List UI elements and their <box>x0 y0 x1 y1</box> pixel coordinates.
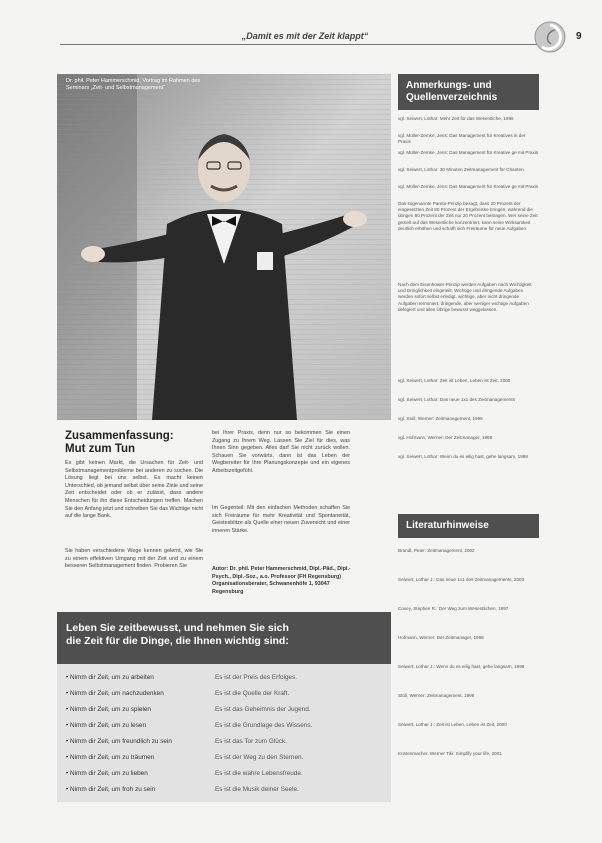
time-item-right: Es ist die Grundlage des Wissens. <box>215 722 313 729</box>
summary-heading-line1: Zusammenfassung: <box>65 430 174 442</box>
notes-heading-line1: Anmerkungs- und <box>406 80 492 91</box>
time-item-left: • Nimm dir Zeit, um zu lesen <box>66 722 147 729</box>
time-awareness-title-line1: Leben Sie zeitbewusst, und nehmen Sie sich <box>66 622 289 634</box>
note-item: vgl. Müller-Zemke, Jens: Das Management für Kreatives in der Praxis <box>398 133 526 145</box>
time-item-left: • Nimm dir Zeit, um zu träumen <box>66 754 155 761</box>
time-item-right: Es ist das Tor zum Glück. <box>215 738 287 745</box>
header-rule <box>60 44 540 45</box>
time-item-right: Es ist die Musik deiner Seele. <box>215 786 299 793</box>
notes-heading <box>398 74 539 110</box>
page-number: 9 <box>576 31 582 42</box>
time-item-right: Es ist der Preis des Erfolges. <box>215 674 298 681</box>
literature-heading-text: Literaturhinweise <box>406 520 489 531</box>
literature-item: Covey, Stephen R.: Der Weg zum Wesentlichen, 1997 <box>398 606 509 611</box>
time-item-left: • Nimm dir Zeit, um zu lieben <box>66 770 148 777</box>
summary-paragraph-1: Es gibt keinen Markt, die Ursachen für Zeit- und Selbstmanagementprobleme bei anderen zu suchen. Die Lösung liegt bei uns selbst. Es macht keinen Unterschied, ob jemand selbst über seine Ziele und seine Zeit entscheidet oder ob er zulässt, dass andere Menschen für ihn diese Entscheidungen treffen. Machen Sie den Anfang jetzt und schreiben Sie das Wichtige nicht auf die lange Bank. <box>65 460 203 520</box>
note-item: vgl. Seiwert, Lothar: Das neue 1x1 des Zeitmanagements <box>398 397 515 402</box>
photo-caption: Dr. phil. Peter Hammerschmid, Vortrag im Rahmen des Seminars „Zeit- und Selbstmanagement“ <box>66 78 201 91</box>
note-item: vgl. Müller-Zemke, Jens: Das Management für Kreative ge mit Praxis <box>398 184 539 189</box>
notes-heading-line2: Quellenverzeichnis <box>406 92 498 103</box>
time-item-left: • Nimm dir Zeit, um zu arbeiten <box>66 674 154 681</box>
running-header: „Damit es mit der Zeit klappt“ <box>241 31 369 41</box>
time-item-left: • Nimm dir Zeit, um freundlich zu sein <box>66 738 172 745</box>
time-item-left: • Nimm dir Zeit, um zu spielen <box>66 706 151 713</box>
literature-item: Seiwert, Lothar J.: Das neue 1x1 des Zeitmanagements, 2003 <box>398 577 525 582</box>
literature-item: Seiwert, Lothar J.: Zeit ist Leben, Leben ist Zeit, 2000 <box>398 722 507 727</box>
literature-heading <box>398 514 539 538</box>
note-item: vgl. Seiwert, Lothar: Wenn du es eilig hast, gehe langsam, 1998 <box>398 454 528 459</box>
time-awareness-title-line2: die Zeit für die Dinge, die Ihnen wichtig sind: <box>66 635 289 647</box>
time-item-right: Es ist die wahre Lebensfreude. <box>215 770 303 777</box>
note-item: vgl. Stoll, Werner: Zeitmanagement, 1996 <box>398 416 483 421</box>
summary-paragraph-3: bei Ihrer Praxis, denn nur so bekommen Sie einen Zugang zu Ihrem Weg. Lassen Sie Ziel für dies, was Ihnen Sinn gegeben. Alles darf Sie nicht zurück wollen. Schauen Sie vorwärts, dann ist das Leben der Wegbereiter für Ihre Planungskonzepte und ein eigenes Arbeitszeitgefühl. <box>212 430 350 474</box>
literature-item: Hofmann, Werner: Der Zeitmanager, 1998 <box>398 635 484 640</box>
summary-heading-line2: Mut zum Tun <box>65 443 136 455</box>
literature-item: Seiwert, Lothar J.: Wenn du es eilig hast, gehe langsam, 1998 <box>398 664 525 669</box>
clock-logo-icon <box>533 20 567 54</box>
summary-heading <box>65 430 174 456</box>
literature-item: Brandl, Peter: Zeitmanagement, 2002 <box>398 548 475 553</box>
speaker-photo <box>57 74 391 420</box>
time-item-left: • Nimm dir Zeit, um nachzudenken <box>66 690 164 697</box>
note-item: vgl. Seiwert, Lothar: Mehr Zeit für das Wesentliche, 1996 <box>398 116 514 121</box>
speaker-photo-illustration <box>57 74 391 420</box>
note-item: vgl. Seiwert, Lothar: Zeit ist Leben, Leben ist Zeit, 2000 <box>398 378 511 383</box>
time-item-left: • Nimm dir Zeit, um froh zu sein <box>66 786 156 793</box>
note-item: vgl. Seiwert, Lothar: 30 Minuten Zeitmanagement für Chaoten <box>398 167 524 172</box>
note-item: Nach dem Eisenhower-Prinzip werden Aufgaben nach Wichtigkeit und Dringlichkeit eingeteilt. Wichtige und dringende Aufgaben werden sofort selbst erledigt, wichtige, aber nicht dringende Aufgaben terminiert, dringende, aber weniger wichtige Aufgaben delegiert und alles Übrige bewusst weggelassen. <box>398 282 532 312</box>
time-item-right: Es ist die Quelle der Kraft. <box>215 690 290 697</box>
time-awareness-title <box>66 622 376 648</box>
summary-paragraph-4: Im Gegenteil: Mit den einfachen Methoden schaffen Sie sich Freiräume für mehr Kreativität und Spontaneität, Geistesblitze als Quelle einer neuen Zuversicht und einer inneren Stärke. <box>212 505 350 534</box>
author-info: Autor: Dr. phil. Peter Hammerschmid, Dipl.-Päd., Dipl.-Psych., Dipl.-Soz., a.o. Professor (FH Regensburg) Organisationsberater, Schwanenhöfe 1, 93047 Regensburg <box>212 566 351 595</box>
literature-item: Küstenmacher, Werner Tiki: Simplify your life, 2001 <box>398 751 502 756</box>
time-item-right: Es ist das Geheimnis der Jugend. <box>215 706 311 713</box>
time-item-right: Es ist der Weg zu den Sternen. <box>215 754 304 761</box>
literature-item: Stoll, Werner: Zeitmanagement, 1996 <box>398 693 475 698</box>
note-item: Das sogenannte Pareto-Prinzip besagt, dass 20 Prozent der eingesetzten Zeit 80 Prozent der Ergebnisse bringen, während die übrigen 80 Prozent der Zeit nur 20 Prozent beitragen. Wer seine Zeit gezielt auf das Wesentliche konzentriert, kann seine Wirksamkeit deutlich erhöhen und schafft sich Freiräume für neue Aufgaben. <box>398 201 538 231</box>
summary-paragraph-2: Sie haben verschiedene Wege kennen gelernt, wie Sie zu einem effektiven Umgang mit der Zeit und zu einem besseren Selbstmanagement finden. Probieren Sie <box>65 548 203 570</box>
note-item: vgl. Hofmann, Werner: Der Zeitmanager, 1998 <box>398 435 493 440</box>
note-item: vgl. Müller-Zemke, Jens: Das Management für Kreative ge mit Praxis <box>398 150 539 155</box>
